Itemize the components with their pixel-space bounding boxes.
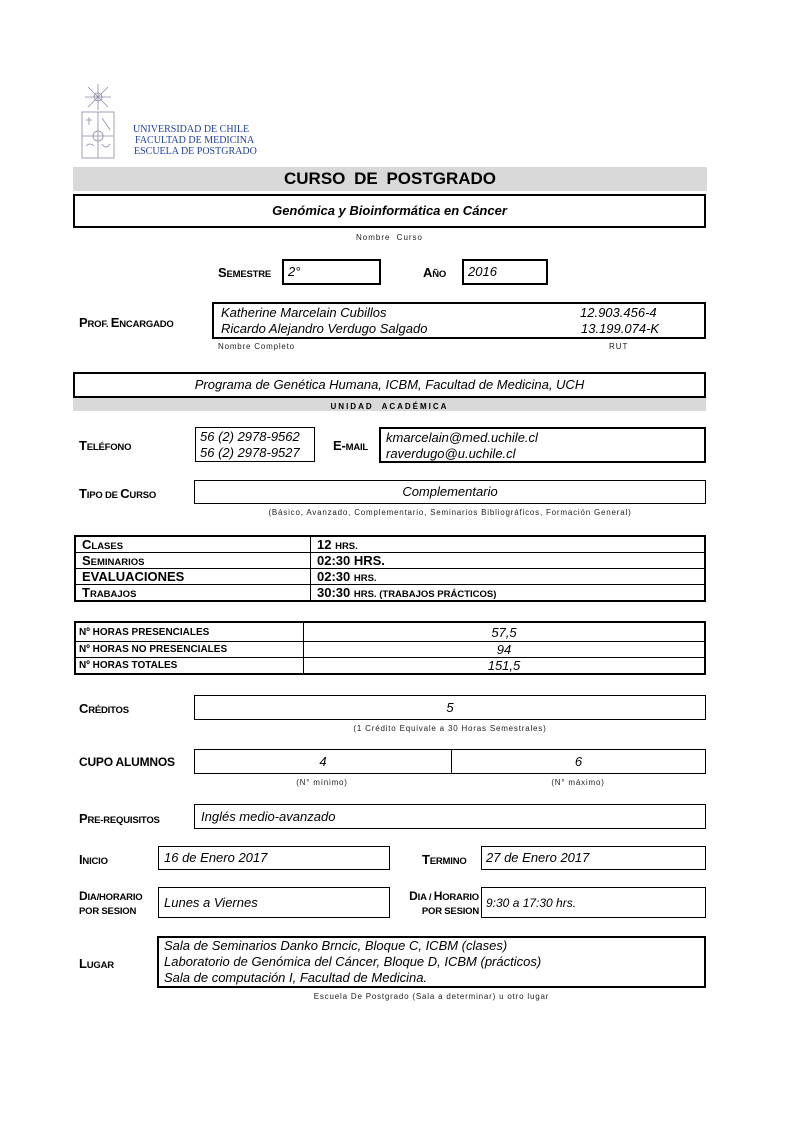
academic-unit-caption-bar	[73, 398, 706, 411]
start-value: 16 de Enero 2017	[164, 850, 268, 865]
professor-rut: 13.199.074-K	[581, 321, 660, 336]
totals-label: Nº HORAS PRESENCIALES	[75, 622, 304, 642]
professor-name-caption: Nombre Completo	[218, 342, 295, 351]
institution-line: UNIVERSIDAD DE CHILE	[133, 124, 250, 135]
schedule-time-field[interactable]	[481, 887, 706, 918]
schedule-day-value: Lunes a Viernes	[164, 895, 258, 910]
credits-caption: (1 Crédito Equivale a 30 Horas Semestrales)	[353, 724, 547, 733]
capacity-label: CUPO ALUMNOS	[79, 755, 175, 769]
table-row	[75, 553, 705, 569]
hours-label: CLASES	[75, 536, 311, 553]
year-value: 2016	[468, 264, 497, 279]
institution-line: ESCUELA DE POSTGRADO	[134, 146, 257, 157]
hours-value: 12 HRS.	[311, 536, 706, 553]
course-name: Genómica y Bioinformática en Cáncer	[272, 203, 507, 218]
academic-unit-value: Programa de Genética Humana, ICBM, Facultad de Medicina, UCH	[194, 377, 585, 392]
phone-field[interactable]	[195, 427, 315, 462]
table-row	[75, 642, 705, 658]
page-title: CURSO DE POSTGRADO	[283, 169, 497, 188]
table-row	[75, 658, 705, 675]
location-line: Laboratorio de Genómica del Cáncer, Bloque D, ICBM (prácticos)	[164, 954, 542, 969]
academic-unit-field[interactable]	[73, 372, 706, 398]
location-line: Sala de Seminarios Danko Brncic, Bloque C, ICBM (clases)	[164, 938, 508, 953]
institution-name	[133, 124, 257, 157]
year-label: AÑO	[423, 265, 447, 280]
capacity-max-caption: (N° máximo)	[551, 778, 605, 787]
schedule-day-field[interactable]	[158, 887, 390, 918]
end-value: 27 de Enero 2017	[486, 850, 590, 865]
course-type-caption: (Básico, Avanzado, Complementario, Seminarios Bibliográficos, Formación General)	[268, 508, 632, 517]
year-field[interactable]	[462, 259, 548, 285]
schedule-time-label: DIA / HORARIO POR SESION	[409, 889, 479, 917]
credits-label: CRÉDITOS	[79, 701, 129, 716]
capacity-min-caption: (N° mínimo)	[296, 778, 348, 787]
credits-field[interactable]	[194, 695, 706, 720]
table-row	[75, 569, 705, 585]
prerequisites-field[interactable]	[194, 804, 706, 829]
location-line: Sala de computación I, Facultad de Medicina.	[164, 970, 428, 985]
professor-field[interactable]	[212, 302, 706, 339]
course-type-value: Complementario	[402, 484, 498, 499]
email-field[interactable]	[379, 427, 706, 463]
hours-value: 30:30 HRS. (TRABAJOS PRÁCTICOS)	[311, 585, 706, 602]
totals-value: 57,5	[304, 622, 706, 642]
start-field[interactable]	[158, 846, 390, 870]
totals-label: Nº HORAS TOTALES	[75, 658, 304, 675]
academic-unit-caption: UNIDAD ACADÉMICA	[330, 402, 449, 411]
capacity-min-value: 4	[319, 754, 327, 769]
professor-rut-caption: RUT	[609, 342, 629, 351]
course-type-label: TIPO DE CURSO	[79, 486, 157, 501]
totals-value: 94	[304, 642, 706, 658]
professor-label: PROF. ENCARGADO	[79, 315, 174, 330]
hours-label: SEMINARIOS	[75, 553, 311, 569]
professor-name: Ricardo Alejandro Verdugo Salgado	[221, 321, 428, 336]
table-row	[75, 585, 705, 602]
hours-value: 02:30 HRS.	[311, 553, 706, 569]
location-field[interactable]	[157, 936, 706, 988]
capacity-field	[194, 749, 706, 774]
schedule-time-value: 9:30 a 17:30 hrs.	[486, 896, 577, 910]
table-row	[75, 536, 705, 553]
totals-label: Nº HORAS NO PRESENCIALES	[75, 642, 304, 658]
professor-rut: 12.903.456-4	[580, 305, 657, 320]
capacity-max-field[interactable]	[452, 750, 705, 773]
email-value: raverdugo@u.uchile.cl	[386, 446, 516, 461]
course-name-field[interactable]	[73, 194, 706, 228]
capacity-min-field[interactable]	[195, 750, 452, 773]
hours-label: EVALUACIONES	[75, 569, 311, 585]
phone-value: 56 (2) 2978-9527	[200, 445, 300, 460]
prerequisites-label: PRE-REQUISITOS	[79, 811, 160, 826]
course-type-field[interactable]	[194, 480, 706, 504]
prerequisites-value: Inglés medio-avanzado	[201, 809, 336, 824]
capacity-max-value: 6	[574, 754, 583, 769]
phone-value: 56 (2) 2978-9562	[200, 429, 300, 444]
course-name-caption: Nombre Curso	[355, 233, 423, 242]
end-label: TERMINO	[422, 852, 467, 867]
professor-name: Katherine Marcelain Cubillos	[221, 305, 387, 320]
location-caption: Escuela De Postgrado (Sala a determinar) u otro lugar	[313, 992, 550, 1001]
semester-label: SEMESTRE	[218, 265, 272, 280]
end-field[interactable]	[481, 846, 706, 870]
hours-value: 02:30 HRS.	[311, 569, 706, 585]
start-label: INICIO	[79, 852, 108, 867]
hours-label: TRABAJOS	[75, 585, 311, 602]
totals-table	[74, 621, 706, 675]
page-title-bar	[73, 167, 707, 191]
schedule-day-label: DIA/HORARIO POR SESION	[79, 889, 143, 917]
totals-value: 151,5	[304, 658, 706, 675]
email-label: E-MAIL	[333, 438, 369, 453]
university-logo	[80, 84, 120, 162]
credits-value: 5	[446, 700, 454, 715]
email-value: kmarcelain@med.uchile.cl	[386, 430, 538, 445]
semester-value: 2°	[288, 264, 301, 279]
semester-field[interactable]	[282, 259, 381, 285]
university-crest-icon	[80, 84, 120, 162]
phone-label: TELÉFONO	[79, 438, 132, 453]
table-row	[75, 622, 705, 642]
hours-table	[74, 535, 706, 602]
location-label: LUGAR	[79, 956, 114, 971]
institution-line: FACULTAD DE MEDICINA	[135, 135, 255, 146]
